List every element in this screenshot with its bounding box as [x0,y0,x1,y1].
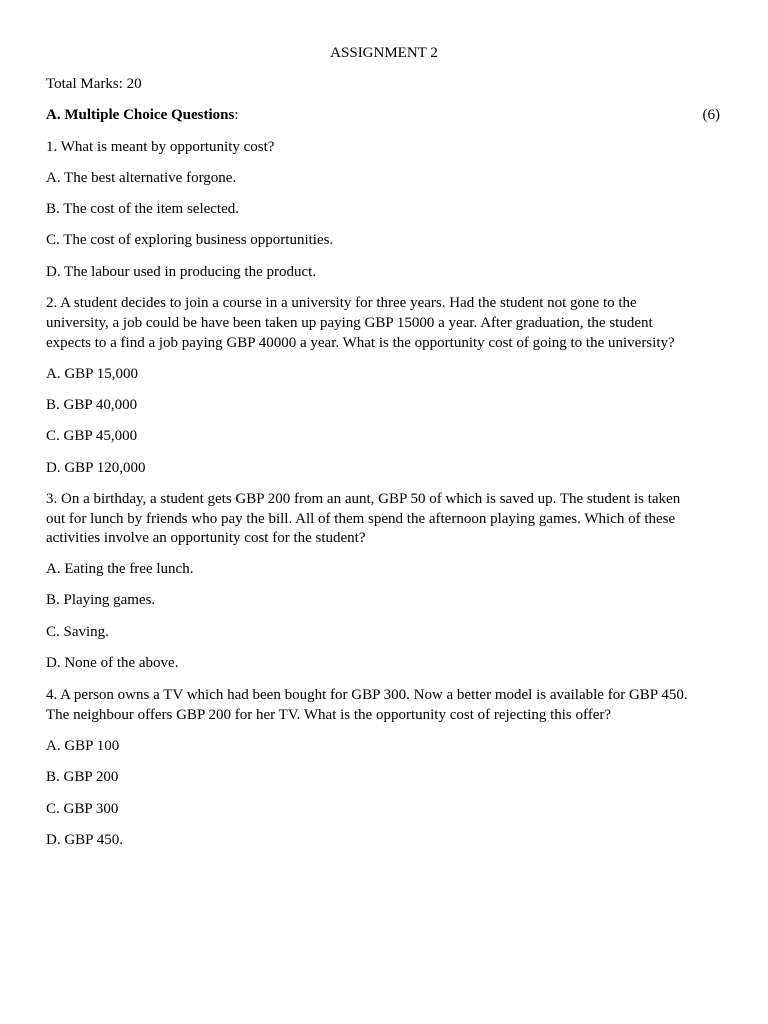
question-2-option-a: A. GBP 15,000 [46,366,138,382]
question-2-option-c: C. GBP 45,000 [46,428,138,444]
question-3-option-c: C. Saving. [46,624,109,640]
question-4-option-c: C. GBP 300 [46,801,119,817]
question-2-option-b: B. GBP 40,000 [46,397,138,413]
question-1-text: 1. What is meant by opportunity cost? [46,139,275,155]
question-1-option-d: D. The labour used in producing the product. [46,264,317,280]
question-2-option-d: D. GBP 120,000 [46,460,146,476]
question-2-text-line-3: expects to a find a job paying GBP 40000 a year. What is the opportunity cost of going to the university? [46,335,675,351]
question-3-text-line-3: activities involve an opportunity cost for the student? [46,530,366,546]
question-2-text-line-1: 2. A student decides to join a course in a university for three years. Had the student not gone to the [46,295,637,311]
question-4-option-d: D. GBP 450. [46,832,123,848]
question-3-option-b: B. Playing games. [46,592,156,608]
question-3-option-d: D. None of the above. [46,655,179,671]
question-3-text-line-2: out for lunch by friends who pay the bill. All of them spend the afternoon playing games. Which of these [46,511,676,527]
question-3-text-line-1: 3. On a birthday, a student gets GBP 200 from an aunt, GBP 50 of which is saved up. The student is taken [46,491,681,507]
question-4-text-line-2: The neighbour offers GBP 200 for her TV. What is the opportunity cost of rejecting this offer? [46,707,612,723]
question-4-text-line-1: 4. A person owns a TV which had been bought for GBP 300. Now a better model is available for GBP 450. [46,687,688,703]
question-4-option-a: A. GBP 100 [46,738,120,754]
question-2-text-line-2: university, a job could be have been taken up paying GBP 15000 a year. After graduation, the student [46,315,653,331]
question-1-option-b: B. The cost of the item selected. [46,201,240,217]
question-3-option-a: A. Eating the free lunch. [46,561,194,577]
question-1-option-c: C. The cost of exploring business opportunities. [46,232,334,248]
section-a-header [46,105,720,125]
question-1-option-a: A. The best alternative forgone. [46,170,237,186]
section-a-heading: A. Multiple Choice Questions [46,107,235,123]
section-a-marks: (6) [702,107,720,123]
total-marks: Total Marks: 20 [46,76,142,92]
assignment-title: ASSIGNMENT 2 [330,45,438,61]
question-4-option-b: B. GBP 200 [46,769,119,785]
section-a-heading-colon: : [234,107,239,123]
